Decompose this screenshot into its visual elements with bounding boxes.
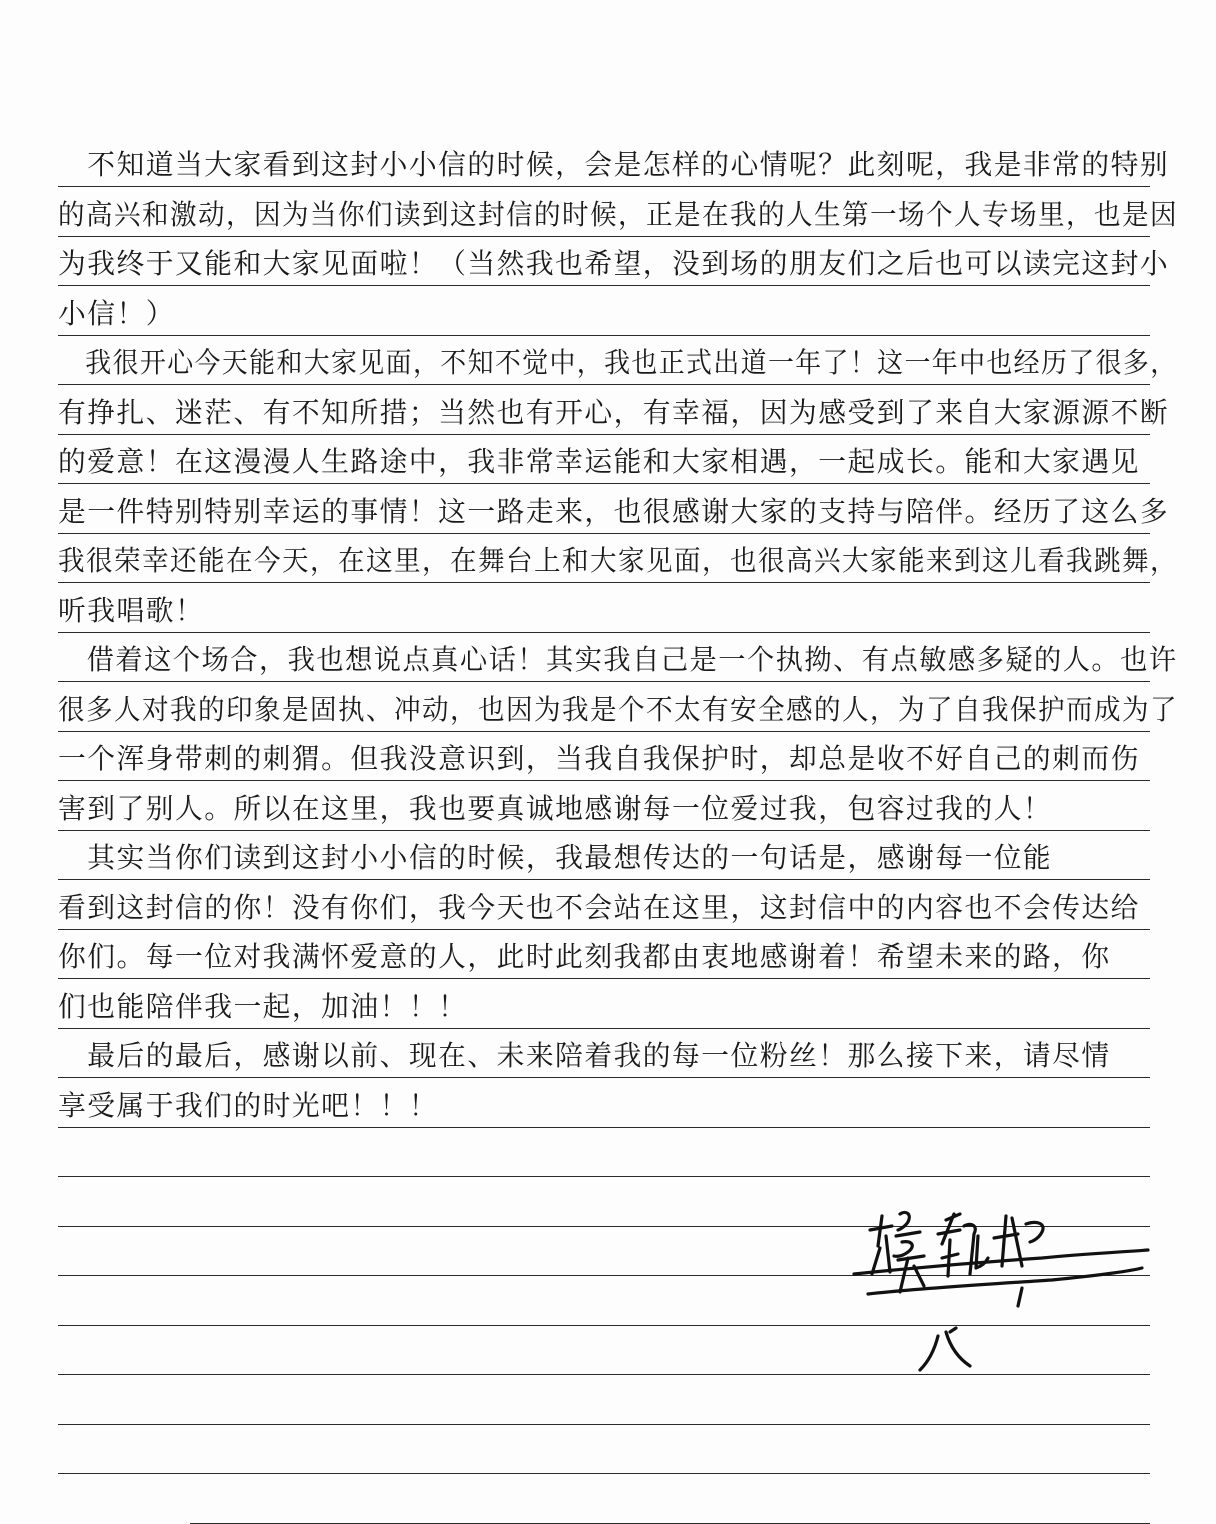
ruled-line bbox=[58, 533, 1150, 534]
letter-line: 为我终于又能和大家见面啦！（当然我也希望，没到场的朋友们之后也可以读完这封小 bbox=[58, 247, 1170, 280]
ruled-line bbox=[58, 780, 1150, 781]
ruled-line bbox=[58, 1077, 1150, 1078]
ruled-line bbox=[58, 1127, 1150, 1128]
ruled-line bbox=[58, 830, 1150, 831]
letter-line: 其实当你们读到这封小小信的时候，我最想传达的一句话是，感谢每一位能 bbox=[58, 841, 1053, 874]
ruled-line bbox=[58, 335, 1150, 336]
ruled-line bbox=[58, 236, 1150, 237]
letter-line: 最后的最后，感谢以前、现在、未来陪着我的每一位粉丝！那么接下来，请尽情 bbox=[58, 1039, 1111, 1072]
letter-line: 有挣扎、迷茫、有不知所措；当然也有开心，有幸福，因为感受到了来自大家源源不断 bbox=[58, 395, 1170, 429]
letter-line: 很多人对我的印象是固执、冲动，也因为我是个不太有安全感的人，为了自我保护而成为了 bbox=[58, 692, 1179, 726]
letter-line: 害到了别人。所以在这里，我也要真诚地感谢每一位爱过我，包容过我的人！ bbox=[58, 791, 1053, 825]
ruled-line bbox=[58, 285, 1150, 286]
letter-line: 看到这封信的你！没有你们，我今天也不会站在这里，这封信中的内容也不会传达给 bbox=[58, 890, 1140, 924]
ruled-line bbox=[58, 384, 1150, 385]
ruled-line bbox=[58, 731, 1150, 732]
ruled-line bbox=[58, 879, 1150, 880]
handwritten-signature bbox=[842, 1196, 1162, 1386]
letter-line: 一个浑身带刺的刺猬。但我没意识到，当我自我保护时，却总是收不好自己的刺而伤 bbox=[58, 742, 1140, 775]
ruled-line bbox=[58, 632, 1150, 633]
letter-line: 们也能陪伴我一起，加油！！！ bbox=[58, 989, 468, 1023]
letter-line: 是一件特别特别幸运的事情！这一路走来，也很感谢大家的支持与陪伴。经历了这么多 bbox=[58, 494, 1170, 528]
letter-line: 借着这个场合，我也想说点真心话！其实我自己是一个执拗、有点敏感多疑的人。也许 bbox=[58, 643, 1178, 676]
ruled-line bbox=[58, 483, 1150, 484]
letter-line: 的爱意！在这漫漫人生路途中，我非常幸运能和大家相遇，一起成长。能和大家遇见 bbox=[58, 445, 1140, 478]
letter-line: 的高兴和激动，因为当你们读到这封信的时候，正是在我的人生第一场个人专场里，也是因 bbox=[58, 197, 1179, 231]
letter-line: 我很荣幸还能在今天，在这里，在舞台上和大家见面，也很高兴大家能来到这儿看我跳舞， bbox=[58, 544, 1179, 577]
ruled-line bbox=[58, 681, 1150, 682]
ruled-line bbox=[58, 582, 1150, 583]
letter-line: 小信！） bbox=[58, 296, 175, 330]
ruled-line bbox=[58, 1176, 1150, 1177]
letter-line: 听我唱歌！ bbox=[58, 593, 205, 627]
letter-line: 享受属于我们的时光吧！！！ bbox=[58, 1088, 439, 1122]
ruled-line bbox=[58, 434, 1150, 435]
letter-line: 你们。每一位对我满怀爱意的人，此时此刻我都由衷地感谢着！希望未来的路，你 bbox=[58, 940, 1111, 973]
letter-line: 我很开心今天能和大家见面，不知不觉中，我也正式出道一年了！这一年中也经历了很多， bbox=[58, 346, 1178, 379]
ruled-line bbox=[58, 929, 1150, 930]
ruled-line bbox=[58, 978, 1150, 979]
ruled-line bbox=[58, 1473, 1150, 1474]
ruled-line bbox=[58, 1028, 1150, 1029]
letter-line: 不知道当大家看到这封小小信的时候，会是怎样的心情呢？此刻呢，我是非常的特别 bbox=[58, 148, 1170, 181]
ruled-line bbox=[58, 186, 1150, 187]
ruled-line bbox=[58, 1424, 1150, 1425]
